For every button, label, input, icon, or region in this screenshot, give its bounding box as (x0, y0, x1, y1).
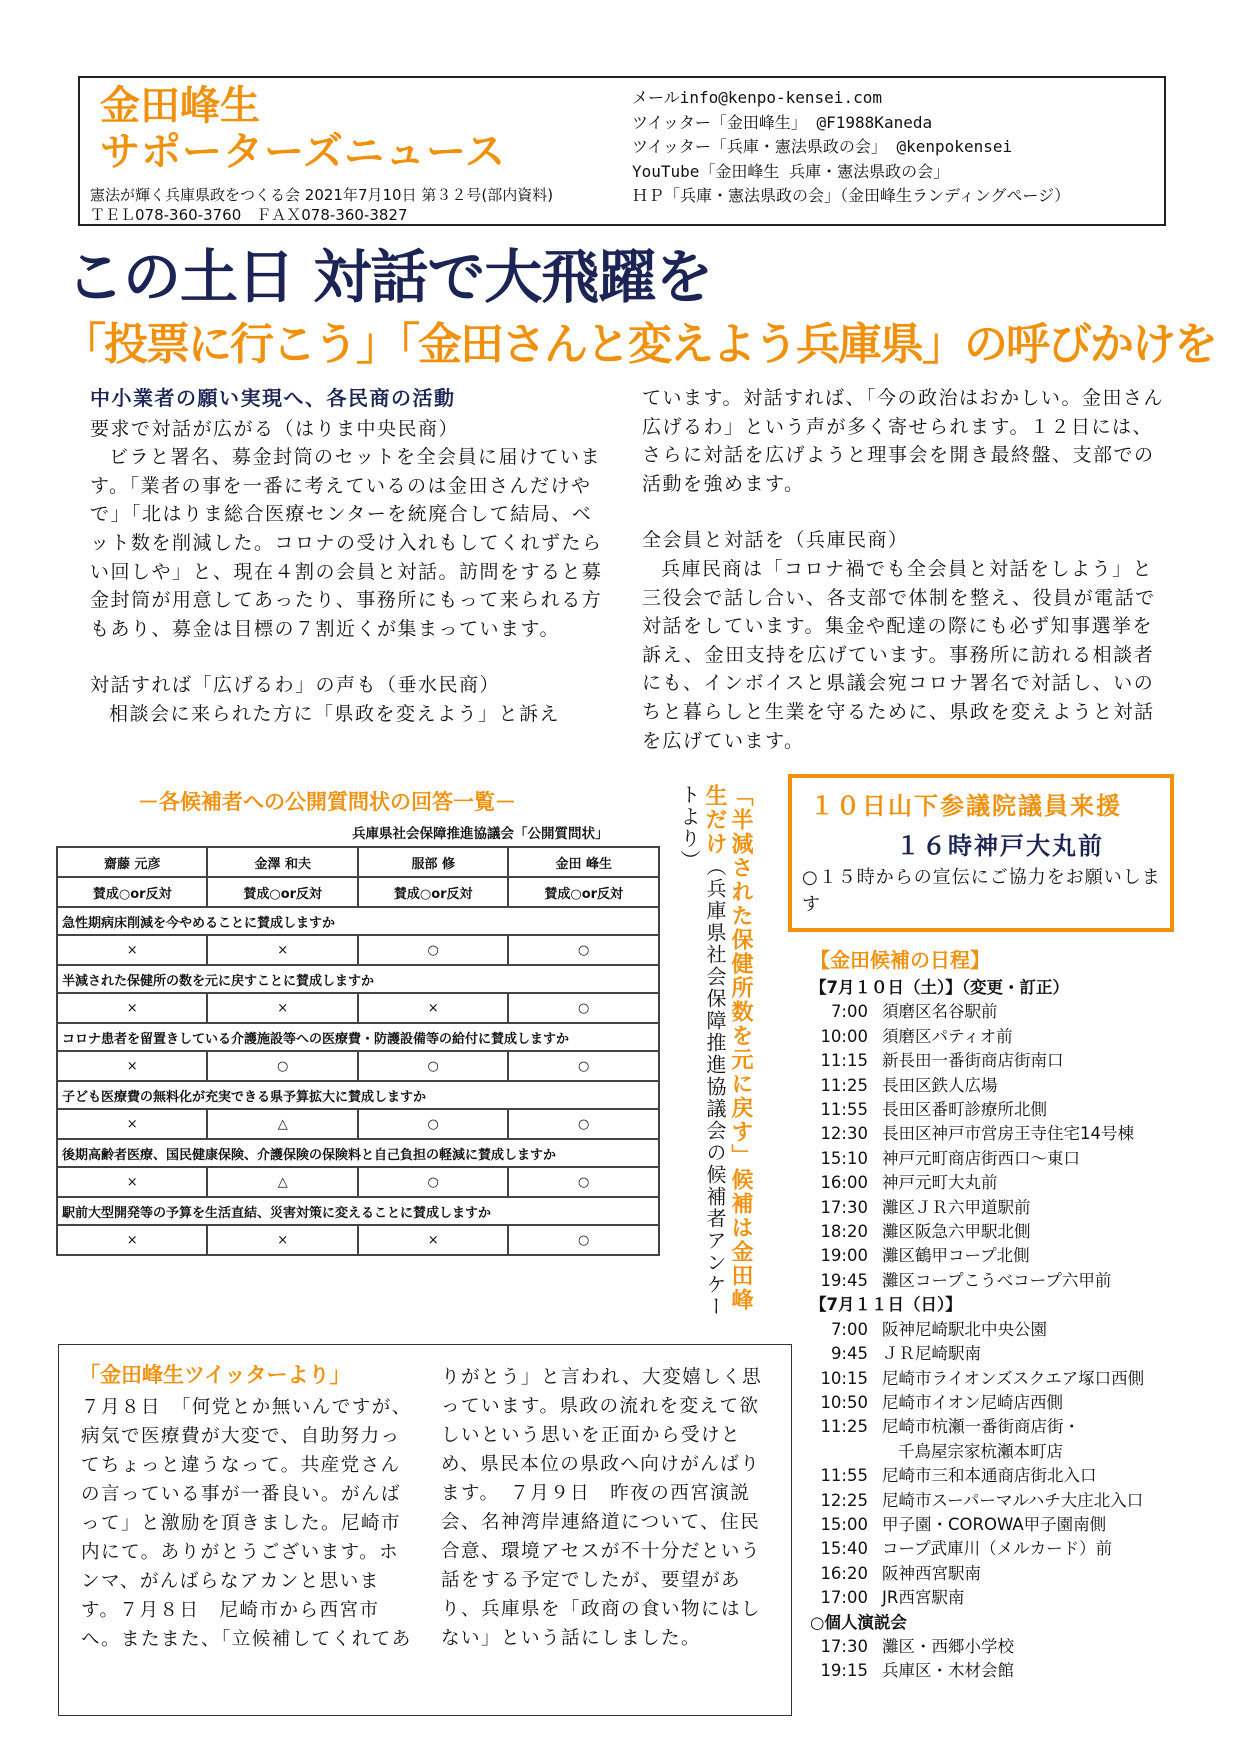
survey-title: －各候補者への公開質問状の回答一覧－ (138, 790, 516, 814)
answer-cell: × (57, 935, 207, 965)
contact-youtube: YouTube「金田峰生 兵庫・憲法県政の会」 (632, 161, 950, 181)
schedule-item (810, 1464, 1144, 1488)
answer-cell: × (57, 1225, 207, 1255)
table-row (57, 877, 659, 907)
schedule-item (810, 1049, 1144, 1073)
schedule-item (810, 1244, 1144, 1268)
candidate-name: 齋藤 元彦 (57, 847, 207, 877)
schedule-place: ＪＲ尼崎駅南 (882, 1344, 981, 1364)
schedule-speech-label: ○個人演説会 (810, 1612, 907, 1632)
answer-cell: ○ (358, 935, 508, 965)
answer-cell: △ (207, 1109, 357, 1139)
schedule-place: 灘区ＪＲ六甲道駅前 (882, 1197, 1031, 1217)
schedule-time: 11:25 (820, 1075, 868, 1095)
schedule-item (810, 1220, 1144, 1244)
schedule-day2-label: 【7月１１日（日）】 (810, 1295, 962, 1315)
schedule-place: 長田区番町診療所北側 (882, 1100, 1047, 1120)
answer-cell: × (207, 935, 357, 965)
rally-guest: １０日山下参議院議員来援 (810, 792, 1122, 820)
schedule-day2-list (810, 1318, 1144, 1611)
issue-info: 憲法が輝く兵庫県政をつくる会 2021年7月10日 第３２号(部内資料) (90, 186, 554, 204)
table-row (57, 1051, 659, 1081)
schedule-place: 千鳥屋宗家杭瀬本町店 (898, 1441, 1063, 1461)
answer-cell: ○ (508, 1225, 659, 1255)
schedule-time: 17:00 (820, 1588, 868, 1608)
masthead (78, 76, 1166, 226)
candidate-name: 金田 峰生 (508, 847, 659, 877)
table-row (57, 1109, 659, 1139)
rally-notice (788, 774, 1174, 932)
section-tarumi-title: 対話すれば「広げるわ」の声も（垂水民商） (90, 674, 501, 697)
answer-cell: ○ (508, 1109, 659, 1139)
logo-title: 金田峰生 (100, 83, 260, 129)
contact-list (632, 86, 1070, 209)
schedule-place: 灘区・西郷小学校 (882, 1636, 1014, 1656)
article-title: 中小業者の願い実現へ、各民商の活動 (90, 386, 456, 410)
schedule-day1-label: 【7月１０日（土）】（変更・訂正） (810, 978, 1069, 997)
schedule-item (810, 1098, 1144, 1122)
answer-cell: × (57, 1051, 207, 1081)
schedule-place: 甲子園・COROWA甲子園南側 (882, 1514, 1107, 1534)
schedule-item (810, 1269, 1144, 1293)
answer-cell: ○ (358, 1167, 508, 1197)
tel-fax: ＴＥＬ078-360-3760 ＦＡＸ078-360-3827 (90, 206, 408, 224)
answer-cell: ○ (508, 1051, 659, 1081)
vertical-caption (676, 784, 754, 1324)
table-row (57, 1225, 659, 1255)
schedule-item (810, 1489, 1144, 1513)
answer-cell: × (358, 993, 508, 1023)
twitter-excerpt (58, 1344, 792, 1716)
schedule-item (810, 1659, 1144, 1683)
candidate-name: 服部 修 (358, 847, 508, 877)
section-hyogo-body: 兵庫民商は「コロナ禍でも全会員と対話をしよう」と三役会で話し合い、各支部で体制を整え、役員が電話で対話をしています。集金や配達の際にも必ず知事選挙を訴え、金田支持を広げています。事務所に訪れる相談者にも、インボイスと県議会宛コロナ署名で対話し、いのちと暮らしと生業を守るために、県政を変えようと対話を広げています。 (642, 557, 1156, 752)
contact-twitter-kensei: ツイッター「兵庫・憲法県政の会」 @kenpokensei (632, 137, 1013, 156)
schedule-item (810, 1586, 1144, 1610)
section-tarumi-body-a: 相談会に来られた方に「県政を変えよう」と訴え (109, 702, 561, 725)
table-row (57, 847, 659, 877)
schedule-time: 11:25 (820, 1417, 868, 1437)
schedule-time: 19:45 (820, 1270, 868, 1290)
vertical-caption-source: （兵庫県社会保障推進協議会の候補者アンケートより） (677, 784, 727, 1318)
schedule-time: 15:10 (820, 1148, 868, 1168)
schedule-place: 長田区神戸市営房王寺住宅14号棟 (882, 1124, 1134, 1144)
question-text: 半減された保健所の数を元に戻すことに賛成しますか (57, 965, 659, 993)
schedule-time: 11:55 (820, 1466, 868, 1486)
answer-cell: ○ (358, 1109, 508, 1139)
schedule-item (810, 1391, 1144, 1415)
question-text: 後期高齢者医療、国民健康保険、介護保険の保険料と自己負担の軽減に賛成しますか (57, 1139, 659, 1167)
schedule-place: 灘区鶴甲コープ北側 (882, 1246, 1030, 1266)
schedule-title: 【金田候補の日程】 (810, 948, 990, 972)
schedule-place: 新長田一番街商店街南口 (882, 1051, 1064, 1071)
answer-cell: △ (207, 1167, 357, 1197)
table-row (57, 935, 659, 965)
answer-header: 賛成○or反対 (57, 877, 207, 907)
subheadline: 「投票に行こう」「金田さんと変えよう兵庫県」の呼びかけを (62, 319, 1216, 370)
contact-homepage: ＨＰ「兵庫・憲法県政の会」（金田峰生ランディングページ） (632, 186, 1071, 205)
article-right-column (642, 384, 1164, 755)
schedule-item (810, 1122, 1144, 1146)
schedule-time: 19:15 (820, 1661, 868, 1681)
survey-table (56, 846, 660, 1256)
schedule-item (810, 1147, 1144, 1171)
answer-cell: ○ (207, 1051, 357, 1081)
schedule-time: 18:20 (820, 1222, 868, 1242)
schedule-place: 神戸元町大丸前 (882, 1173, 998, 1193)
answer-cell: ○ (358, 1051, 508, 1081)
twitter-title: 「金田峰生ツイッターより」 (79, 1363, 351, 1387)
schedule-place: 尼崎市スーパーマルハチ大庄北入口 (882, 1490, 1144, 1510)
logo-subtitle: サポーターズニュース (100, 129, 506, 175)
rally-note: ○１５時からの宣伝にご協力をお願いします (802, 867, 1161, 915)
schedule-item (810, 1513, 1144, 1537)
schedule-day1-list (810, 1000, 1144, 1293)
section-harima-title: 要求で対話が広がる（はりま中央民商） (90, 417, 460, 440)
candidate-name: 金澤 和夫 (207, 847, 357, 877)
answer-header: 賛成○or反対 (207, 877, 357, 907)
answer-header: 賛成○or反対 (358, 877, 508, 907)
schedule-item (810, 1537, 1144, 1561)
schedule-time: 7:00 (830, 1002, 868, 1022)
question-text: 駅前大型開発等の予算を生活直結、災害対策に変えることに賛成しますか (57, 1197, 659, 1225)
answer-cell: ○ (508, 993, 659, 1023)
answer-cell: × (207, 1225, 357, 1255)
schedule-time: 10:00 (820, 1026, 868, 1046)
table-row (57, 993, 659, 1023)
schedule-time: 16:20 (820, 1563, 868, 1583)
answer-cell: ○ (508, 1167, 659, 1197)
answer-cell: × (57, 993, 207, 1023)
schedule-place: 須磨区パティオ前 (882, 1026, 1013, 1046)
answer-cell: × (358, 1225, 508, 1255)
schedule-time: 7:00 (830, 1319, 868, 1339)
schedule-place: コープ武庫川（メルカード）前 (882, 1539, 1113, 1559)
schedule-item (810, 1171, 1144, 1195)
schedule-time: 12:25 (820, 1490, 868, 1510)
schedule-item (810, 1562, 1144, 1586)
schedule-place: 尼崎市イオン尼崎店西側 (882, 1392, 1064, 1412)
schedule-place: 尼崎市杭瀬一番街商店街・ (882, 1417, 1080, 1437)
schedule-place: 神戸元町商店街西口～東口 (882, 1148, 1080, 1168)
schedule-time: 11:55 (820, 1100, 868, 1120)
twitter-right-column: りがとう」と言われ、大変嬉しく思っています。県政の流れを変えて欲しいという思いを正面から受けとめ、県民本位の県政へ向けがんばります。 ７月９日 昨夜の西宮演説会、名神湾岸連絡道について、住民合意、環境アセスが不十分だという話をする予定でしたが、要望があり、兵庫県を「政商の食い物にはしない」という話にしました。 (441, 1367, 763, 1649)
section-tarumi-body-b: ています。対話すれば、「今の政治はおかしい。金田さん広げるわ」という声が多く寄せられます。１２日には、さらに対話を広げようと理事会を開き最終盤、支部での活動を強めます。 (642, 387, 1164, 495)
schedule-time: 17:30 (820, 1636, 868, 1656)
schedule-place: 灘区コープこうべコープ六甲前 (882, 1270, 1112, 1290)
schedule-item (810, 1440, 1144, 1464)
question-text: 子ども医療費の無料化が充実できる県予算拡大に賛成しますか (57, 1081, 659, 1109)
schedule-time: 15:40 (820, 1539, 868, 1559)
section-hyogo-title: 全会員と対話を（兵庫民商） (642, 529, 909, 552)
schedule-item (810, 1025, 1144, 1049)
contact-email: メールinfo@kenpo-kensei.com (632, 88, 882, 107)
schedule-place: 長田区鉄人広場 (882, 1075, 998, 1095)
question-text: 急性期病床削減を今やめることに賛成しますか (57, 907, 659, 935)
schedule-item (810, 1074, 1144, 1098)
rally-time-place: １６時神戸大丸前 (896, 832, 1104, 860)
schedule-item (810, 1367, 1144, 1391)
schedule-place: 尼崎市ライオンズスクエア塚口西側 (882, 1368, 1145, 1388)
schedule-speech-list (810, 1635, 1144, 1684)
schedule-place: 阪神尼崎駅北中央公園 (882, 1319, 1047, 1339)
answer-cell: × (207, 993, 357, 1023)
schedule-item (810, 1342, 1144, 1366)
question-text: コロナ患者を留置きしている介護施設等への医療費・防護設備等の給付に賛成しますか (57, 1023, 659, 1051)
answer-header: 賛成○or反対 (508, 877, 659, 907)
schedule-place: 須磨区名谷駅前 (882, 1002, 998, 1022)
contact-twitter-kaneda: ツイッター「金田峰生」 @F1988Kaneda (632, 112, 933, 132)
schedule-time: 19:00 (820, 1246, 868, 1266)
answer-cell: ○ (508, 935, 659, 965)
schedule-time: 9:45 (830, 1344, 868, 1364)
twitter-left-column: ７月８日 「何党とか無いんですが、病気で医療費が大変で、自助努力ってちょっと違うなって。共産党さんの言っている事が一番良い。がんばって」と激励を頂きました。尼崎市内にて。ありがとうございます。ホンマ、がんばらなアカンと思います。７月８日 尼崎市から西宮市へ。またまた、「立候補してくれてあ (81, 1397, 412, 1650)
schedule-time: 10:15 (820, 1368, 868, 1388)
vertical-caption-highlight: 「半減された保健所数を元に戻す」候補は金田峰生だけ (702, 784, 754, 1312)
schedule-time: 10:50 (820, 1392, 868, 1412)
schedule-place: 尼崎市三和本通商店街北入口 (882, 1466, 1097, 1486)
survey-source: 兵庫県社会保障推進協議会「公開質問状」 (352, 826, 609, 842)
article-left-column (90, 384, 612, 729)
schedule-time: 17:30 (820, 1197, 868, 1217)
table-row (57, 1167, 659, 1197)
schedule-item (810, 1415, 1144, 1439)
schedule-item (810, 1318, 1144, 1342)
schedule (810, 944, 1144, 1684)
schedule-time: 12:30 (820, 1124, 868, 1144)
schedule-item (810, 1000, 1144, 1024)
schedule-time: 16:00 (820, 1173, 868, 1193)
section-harima-body: ビラと署名、募金封筒のセットを全会員に届けています。「業者の事を一番に考えているのは金田さんだけやで」「北はりま総合医療センターを統廃合して結局、ベット数を削減した。コロナの受け入れもしてくれずたらい回しや」と、現在４割の会員と対話。訪問をすると募金封筒が用意してあったり、事務所にもって来られる方もあり、募金は目標の７割近くが集まっています。 (90, 446, 603, 640)
headline: この土日 対話で大飛躍を (66, 243, 713, 311)
schedule-item (810, 1635, 1144, 1659)
schedule-item (810, 1196, 1144, 1220)
schedule-place: 阪神西宮駅南 (882, 1563, 981, 1583)
schedule-time: 15:00 (820, 1514, 868, 1534)
schedule-time: 11:15 (820, 1051, 868, 1071)
schedule-place: 灘区阪急六甲駅北側 (882, 1222, 1031, 1242)
answer-cell: × (57, 1109, 207, 1139)
schedule-place: JR西宮駅南 (882, 1588, 965, 1608)
answer-cell: × (57, 1167, 207, 1197)
schedule-place: 兵庫区・木材会館 (882, 1661, 1014, 1681)
